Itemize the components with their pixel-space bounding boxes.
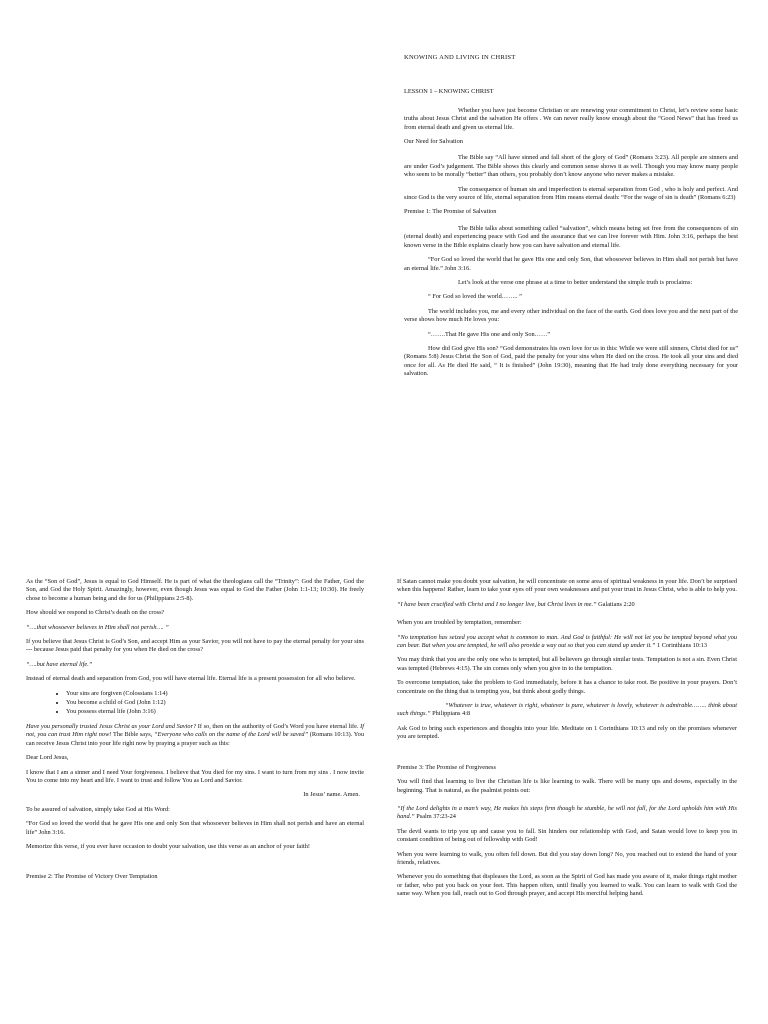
galatians-quote: “I have been crucified with Christ and I no longer live, but Christ lives in me.” — [397, 600, 597, 608]
respond-question: How should we respond to Christ’s death on the cross? — [26, 609, 165, 617]
list-item: • You become a child of God (John 1:12) — [66, 699, 364, 707]
memorize-paragraph: Memorize this verse, if you ever have occasion to doubt your salvation, use this verse as an anchor of your faith! — [26, 842, 310, 850]
psalm-paragraph — [397, 805, 737, 822]
right-column — [397, 578, 737, 905]
trust-paragraph — [26, 723, 364, 748]
premise1-heading: Premise 1: The Promise of Salvation — [404, 208, 497, 216]
list-item: • You possess eternal life (John 3:16) — [66, 708, 364, 716]
trust-text-2: The Bible says, — [111, 731, 154, 739]
assured-paragraph: To be assured of salvation, simply take God at His Word: — [26, 805, 170, 813]
tempted-paragraph: You may think that you are the only one who is tempted, but all believers go through similar tests. Temptation is not a sin. Even Christ was tempted (Hebrews 4:15). The sin comes only when you give in to the temptation. — [397, 656, 737, 672]
verse-phrase-2: “…….That He gave His one and only Son……” — [428, 330, 551, 338]
philippians-ref: Philippians 4:8 — [430, 710, 471, 718]
need-paragraph-2: The consequence of human sin and imperfection is eternal separation from God , who is holy and perfect. And since God is the very source of life, eternal separation from Him means eternal death: “For the wage of sin is death” (Romans 6:23) — [404, 185, 738, 202]
meditate-paragraph: Ask God to bring such experiences and thoughts into your life. Meditate on 1 Corinthians 10:13 and rely on the promises whenever you are tempted. — [397, 724, 737, 741]
premise1-paragraph-2: Let’s look at the verse one phrase at a time to better understand the simple truth is proclaims: — [458, 278, 693, 286]
walk-paragraph: You will find that learning to live the Christian life is like learning to walk. There will be many ups and downs, especially in the beginning. That is natural, as the psalmist points out: — [397, 778, 737, 794]
psalm-quote: “If the Lord delights in a man’s way, He makes his steps firm though he stumble, he will not fall, for the Lord upholds him with His hand.” — [397, 804, 737, 821]
verse-whosoever: “….that whosoever believes in Him shall not perish…. ” — [26, 623, 169, 631]
corinthians-paragraph — [397, 634, 737, 651]
devil-paragraph: The devil wants to trip you up and cause you to fall. Sin hinders our relationship with God, and Satan would love to keep you in constant condition of being out of fellowship with God! — [397, 827, 737, 844]
premise1-paragraph-1: The Bible talks about something called “salvation”, which means being set free from the consequences of sin (eternal death) and experiencing peace with God and the assurance that we can live forever with Him. John 3:16, perhaps the best known verse in the Bible explains clearly how you can have salvation and eternal life. — [404, 224, 738, 249]
prayer-salutation: Dear Lord Jesus, — [26, 754, 69, 762]
galatians-paragraph — [397, 601, 737, 609]
verse-phrase-1-explanation: The world includes you, me and every other individual on the face of the earth. God does love you and the next part of the verse shows how much He loves you: — [404, 307, 738, 324]
list-item: • Your sins are forgiven (Colossians 1:14) — [66, 690, 364, 698]
document-title: KNOWING AND LIVING IN CHRIST — [404, 54, 516, 61]
son-of-god-paragraph: As the “Son of God”, Jesus is equal to God Himself. He is part of what the theologians call the “Trinity”: God the Father, God the Son, and God the Holy Spirit. Amazingly, however, even though Jesus was equal to God the Father (John 1:1-13; 10:30). He freely chose to become a human being and die for us (Philippians 2:5-8). — [26, 578, 364, 602]
verse-phrase-2-explanation: How did God give His son? “God demonstrates his own love for us in this: While we were still sinners, Christ died for us” (Romans 5:8) Jesus Christ the Son of God, paid the penalty for your sins when He died on the cross. He took all your sins and died once for all. As He died He said, “ It is finished” (John 19:30), meaning that He had truly done everything necessary for your salvation. — [404, 344, 738, 378]
verse-eternal-life: “….but have eternal life.” — [26, 660, 93, 668]
john-quote: “For God so loved the world that he gave His one and only Son that whosoever believes in Him shall not perish and have an eternal life” John 3:16. — [26, 820, 364, 836]
top-column — [404, 54, 738, 385]
blessings-list — [26, 690, 364, 717]
philippians-paragraph — [397, 702, 737, 719]
premise2-heading: Premise 2: The Promise of Victory Over Temptation — [26, 873, 158, 881]
philippians-quote: “Whatever is true, whatever is right, whatever is pure, whatever is lovely, whatever is admirable…….. think about such things.” — [397, 702, 737, 718]
corinthians-ref: 1 Corinthians 10:13 — [655, 642, 707, 650]
need-heading: Our Need for Salvation — [404, 138, 463, 146]
trust-verse: “Everyone who calls on the name of the Lord will be saved” — [154, 731, 309, 739]
intro-paragraph: Whether you have just become Christian or are renewing your commitment to Christ, let’s review some basic truths about Jesus Christ and the salvation He offers . We can never really know enough about the “Good News” that has freed us from eternal death and given us eternal life. — [404, 106, 738, 131]
trust-emphasis: If not, you can trust Him right now! — [26, 722, 364, 739]
trust-text-1: If so, then on the authority of God’s Word you have eternal life. — [196, 722, 361, 730]
learning-paragraph: When you were learning to walk, you often fell down. But did you stay down long? No, you reached out to extend the hand of your friends, relatives. — [397, 850, 737, 866]
premise3-heading: Premise 3: The Promise of Forgiveness — [397, 763, 496, 771]
troubled-paragraph: When you are troubled by temptation, remember: — [397, 619, 522, 627]
believe-paragraph: If you believe that Jesus Christ is God’s Son, and accept Him as your Savior, you will not have to pay the eternal penalty for your sins --- because Jesus paid that penalty for you when He died on the cross? — [26, 638, 364, 654]
left-column — [26, 578, 364, 888]
satan-paragraph: If Satan cannot make you doubt your salvation, he will concentrate on some area of spiritual weakness in your life. Don’t be surprised when this happens! Rather, learn to take your eyes off your own weaknesses and put your trust in Jesus Christ, who is able to help you. — [397, 578, 737, 594]
premise1-quote: “For God so loved the world that he gave His one and only Son, that whosoever believes in Him shall not perish but have an eternal life.” John 3:16. — [404, 256, 738, 272]
prayer-body: I know that I am a sinner and I need Your forgiveness. I believe that You died for my sins. I want to turn from my sins . I now invite You to come into my heart and life. I want to trust and follow You as Lord and Savior. — [26, 768, 364, 784]
trust-question: Have you personally trusted Jesus Christ as your Lord and Savior? — [26, 722, 197, 730]
lesson-title: LESSON 1 – KNOWING CHRIST — [404, 88, 494, 96]
need-paragraph-1: The Bible say “All have sinned and fall short of the glory of God” (Romans 3:23). All people are sinners and are under God’s judgement. The Bible shows this clearly and common sense shows it as well. Though you may know many people who seem to be morally “better” than others, you probably don’t know anyone who never makes a mistake. — [404, 154, 738, 179]
corinthians-quote: “No temptation has seized you accept what is common to man. And God is faithful: He will not let you be tempted beyond what you can bear. But when you are tempted, he will also provide a way out so that you can stand up under it.” — [397, 633, 737, 650]
eternal-life-paragraph: Instead of eternal death and separation from God, you will have eternal life. Eternal life is a present possession for all who believe. — [26, 675, 356, 683]
verse-phrase-1: “ For God so loved the world…….. ” — [428, 293, 522, 301]
displeases-paragraph: Whenever you do something that displeases the Lord, as soon as the Spirit of God has made you aware of it, make things right mother or father, who put you back on your feet. This happen often, until finally you learned to walk. You can learn to walk with God the same way. When you fall, reach out to God through prayer, and accept His merciful helping hand. — [397, 873, 737, 898]
trust-text-3: (Romans 10:13). You can receive Jesus Christ into your life right now by praying a prayer such as this: — [26, 731, 364, 747]
galatians-ref: Galatians 2:20 — [596, 600, 635, 608]
overcome-paragraph: To overcome temptation, take the problem to God immediately, before it has a chance to take root. Be positive in your prayers. Don’t concentrate on the thing that is tempting you, but think about godly things. — [397, 679, 737, 695]
prayer-close: In Jesus’ name. Amen. — [303, 791, 360, 799]
psalm-ref: Psalm 37:23-24 — [414, 813, 456, 821]
